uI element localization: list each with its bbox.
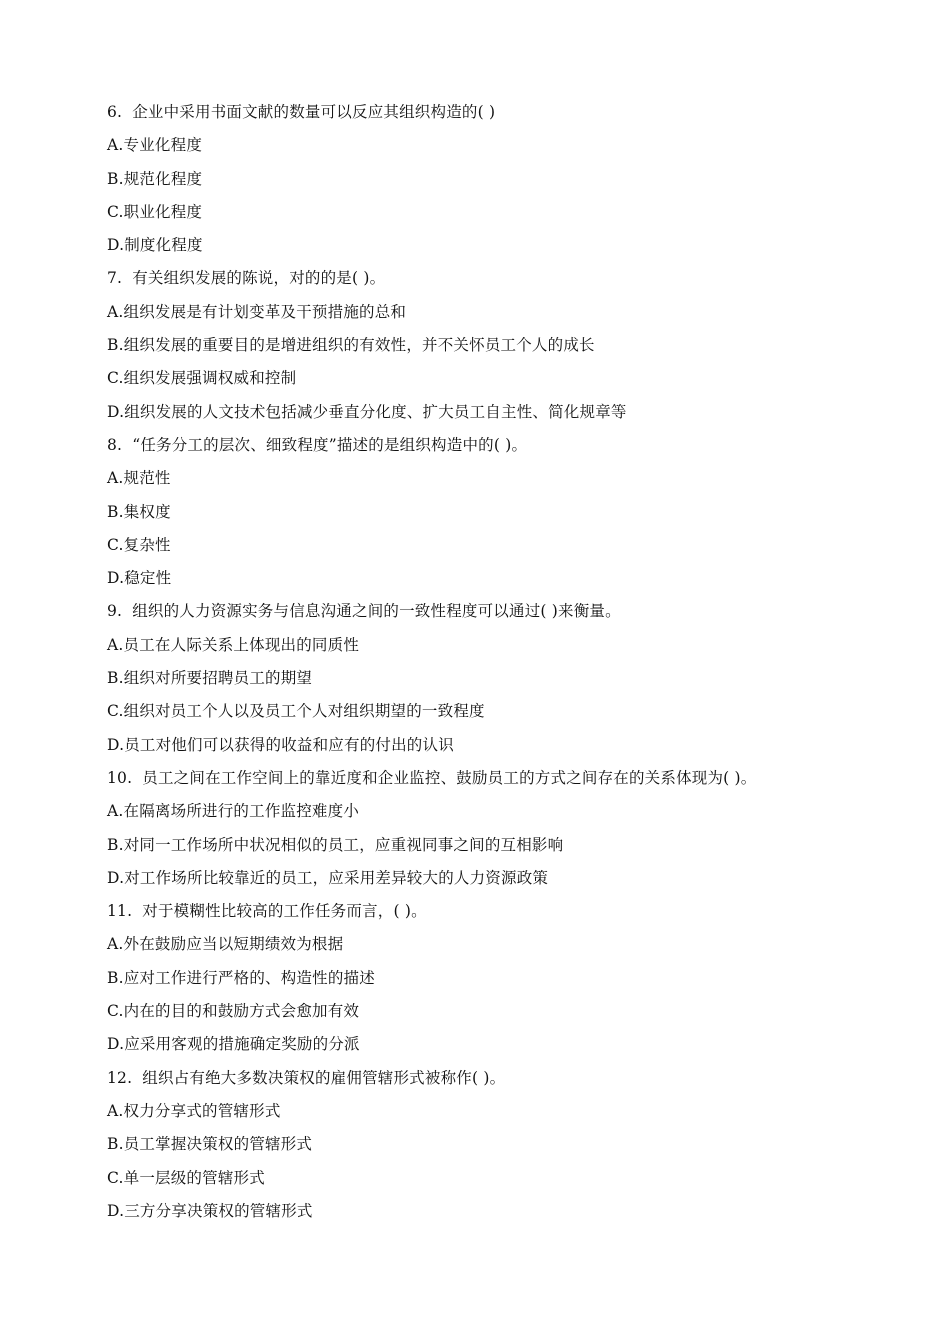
question-6-stem [107,96,887,129]
option-7a: A.组织发展是有计划变革及干预措施的总和 [107,302,407,321]
question-8-stem [107,429,887,462]
option-7c: C.组织发展强调权威和控制 [107,369,297,388]
option-9d: D.员工对他们可以获得的收益和应有的付出的认识 [107,735,454,754]
question-text: 有关组织发展的陈说，对的的是( )。 [132,269,386,288]
question-number: 8. [107,435,123,454]
option-9c: C.组织对员工个人以及员工个人对组织期望的一致程度 [107,702,485,721]
question-number: 11. [107,902,133,921]
option-11d: D.应采用客观的措施确定奖励的分派 [107,1035,360,1054]
option-8a: A.规范性 [107,469,171,488]
option-8c: C.复杂性 [107,535,171,554]
option-8d: D.稳定性 [107,569,172,588]
question-number: 9. [107,602,123,621]
option-6c: C.职业化程度 [107,202,203,221]
question-text: 组织占有绝大多数决策权的雇佣管辖形式被称作( )。 [142,1068,506,1087]
question-number: 12. [107,1068,133,1087]
option-6b: B.规范化程度 [107,169,203,188]
option-8b: B.集权度 [107,502,171,521]
question-10-stem [107,762,887,795]
option-12a: A.权力分享式的管辖形式 [107,1101,281,1120]
question-number: 10. [107,768,133,787]
option-12d: D.三方分享决策权的管辖形式 [107,1201,313,1220]
option-10d: D.对工作场所比较靠近的员工，应采用差异较大的人力资源政策 [107,868,549,887]
question-9-stem [107,595,887,628]
question-12-stem [107,1062,887,1095]
option-9a: A.员工在人际关系上体现出的同质性 [107,635,360,654]
option-10b: B.对同一工作场所中状况相似的员工，应重视同事之间的互相影响 [107,835,564,854]
option-7d: D.组织发展的人文技术包括减少垂直分化度、扩大员工自主性、简化规章等 [107,402,627,421]
option-11c: C.内在的目的和鼓励方式会愈加有效 [107,1002,360,1021]
question-number: 7. [107,269,123,288]
option-9b: B.组织对所要招聘员工的期望 [107,669,313,688]
question-text: 企业中采用书面文献的数量可以反应其组织构造的( ) [132,103,496,121]
option-11b: B.应对工作进行严格的、构造性的描述 [107,968,375,987]
question-text: 员工之间在工作空间上的靠近度和企业监控、鼓励员工的方式之间存在的关系体现为( )。 [142,768,757,787]
option-10a: A.在隔离场所进行的工作监控难度小 [107,802,360,821]
option-7b: B.组织发展的重要目的是增进组织的有效性，并不关怀员工个人的成长 [107,336,595,355]
question-text: “任务分工的层次、细致程度”描述的是组织构造中的( )。 [132,435,528,454]
option-6d: D.制度化程度 [107,236,203,255]
option-6a: A.专业化程度 [107,136,203,155]
question-text: 组织的人力资源实务与信息沟通之间的一致性程度可以通过( )来衡量。 [132,602,621,621]
question-text: 对于模糊性比较高的工作任务而言，( )。 [142,902,427,921]
question-11-stem [107,895,887,928]
option-12c: C.单一层级的管辖形式 [107,1168,265,1187]
question-list [107,96,887,1228]
question-7-stem [107,262,887,295]
option-11a: A.外在鼓励应当以短期绩效为根据 [107,935,344,954]
option-12b: B.员工掌握决策权的管辖形式 [107,1135,313,1154]
question-number: 6. [107,103,123,121]
